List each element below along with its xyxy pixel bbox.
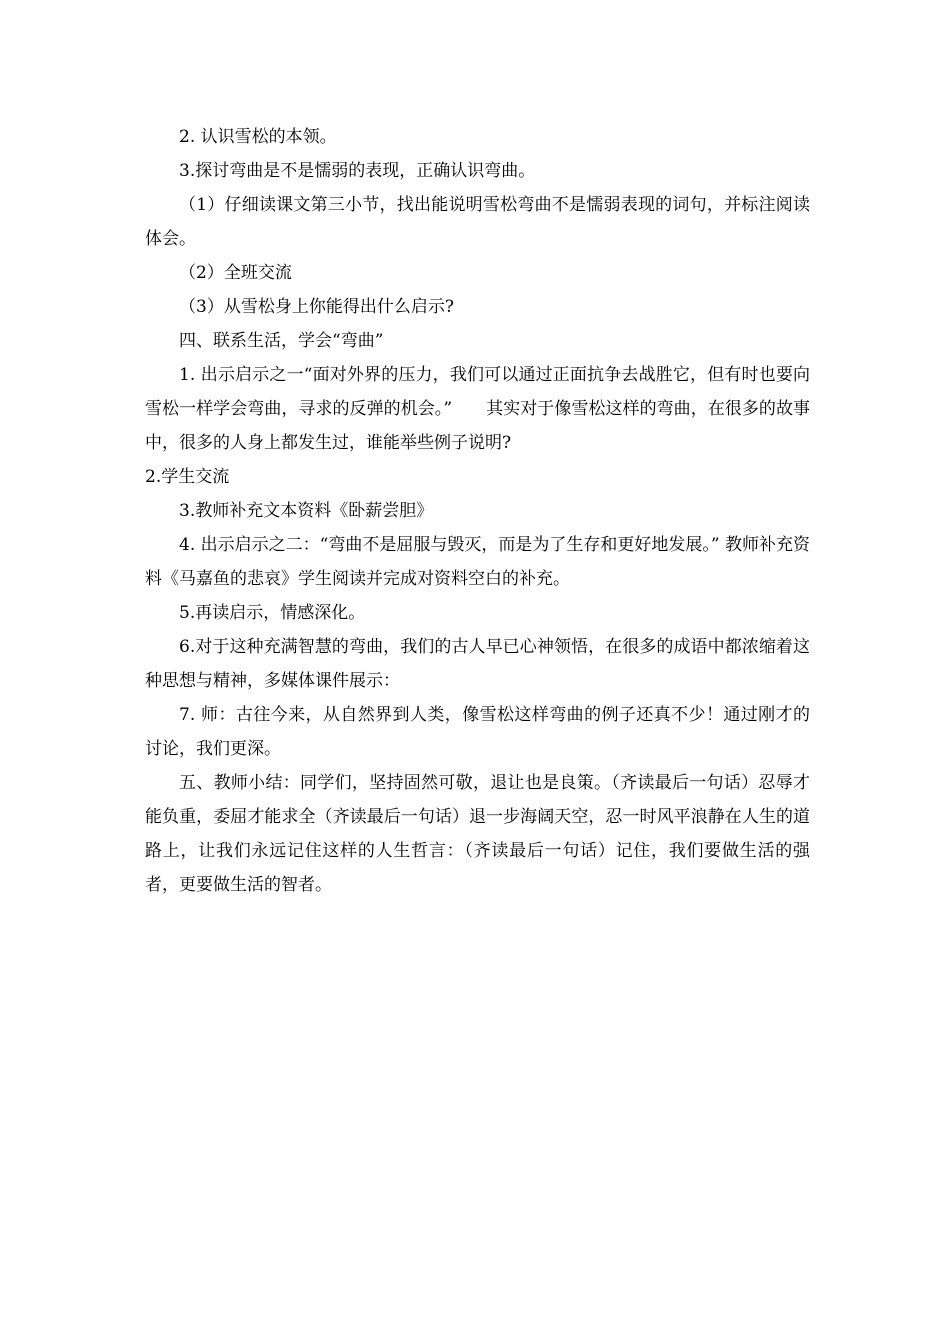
paragraph-reread: 5.再读启示，情感深化。 — [179, 603, 366, 623]
paragraph-inspiration-two: 4. 出示启示之二：“弯曲不是屈服与毁灭，而是为了生存和更好地发展。” 教师补充资料《马嘉鱼的悲哀》学生阅读并完成对资料空白的补充。 — [145, 535, 810, 589]
paragraph-inspiration-one: 1. 出示启示之一“面对外界的压力，我们可以通过正面抗争去战胜它，但有时也要向雪松一样学会弯曲，寻求的反弹的机会。” 其实对于像雪松这样的弯曲，在很多的故事中，很多的人身上都发生过，谁能举些例子说明? — [145, 365, 810, 453]
paragraph-read-section-three: （1）仔细读课文第三小节，找出能说明雪松弯曲不是懦弱表现的词句，并标注阅读体会。 — [145, 195, 810, 249]
document-body — [145, 120, 810, 902]
paragraph-inspiration-question: （3）从雪松身上你能得出什么启示? — [179, 297, 454, 317]
section-teacher-summary: 五、教师小结：同学们，坚持固然可敬，退让也是良策。（齐读最后一句话）忍辱才能负重，委屈才能求全（齐读最后一句话）退一步海阔天空，忍一时风平浪静在人生的道路上，让我们永远记住这样的人生哲言：（齐读最后一句话）记住，我们要做生活的强者，更要做生活的智者。 — [145, 773, 810, 895]
paragraph-teacher-material-one: 3.教师补充文本资料《卧薪尝胆》 — [179, 501, 434, 521]
paragraph-understand-abilities: 2. 认识雪松的本领。 — [179, 127, 337, 147]
paragraph-student-exchange: 2.学生交流 — [145, 467, 230, 487]
paragraph-discuss-bending: 3.探讨弯曲是不是懦弱的表现，正确认识弯曲。 — [179, 161, 536, 181]
paragraph-class-exchange: （2）全班交流 — [179, 263, 292, 283]
paragraph-idioms: 6.对于这种充满智慧的弯曲，我们的古人早已心神领悟，在很多的成语中都浓缩着这种思想与精神，多媒体课件展示： — [145, 637, 810, 691]
section-heading-connect-life: 四、联系生活，学会“弯曲” — [179, 331, 384, 351]
paragraph-teacher-remarks: 7. 师：古往今来，从自然界到人类，像雪松这样弯曲的例子还真不少！通过刚才的讨论，我们更深。 — [145, 705, 810, 759]
